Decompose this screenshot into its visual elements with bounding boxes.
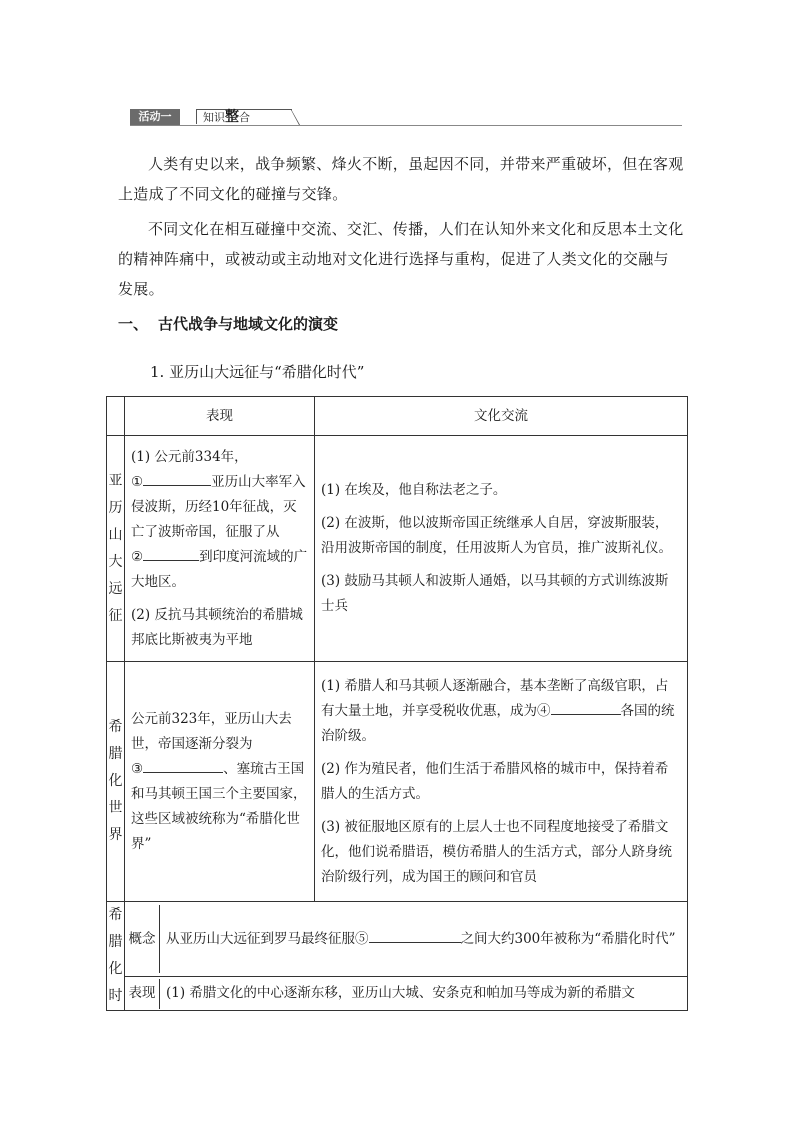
row-label-hellenistic-world: 希 腊 化 世 界 xyxy=(107,662,125,902)
row2-exchange: (1) 希腊人和马其顿人逐渐融合，基本垄断了高级官职，占有大量土地，并享受税收优惠，成为④ 各国的统治阶级。 (2) 作为殖民者，他们生活于希腊风格的城市中，保持着希腊人的生活方式。 (3) 被征服地区原有的上层人士也不同程度地接受了希腊文化，他们说希腊语，模仿希腊人的生活方式，部分人跻身统治阶级行列，成为国王的顾问和官员 xyxy=(315,662,688,902)
concept-text: 从亚历山大远征到罗马最终征服⑤ 之间大约300年被称为“希腊化时代” xyxy=(160,905,688,973)
banner-rule xyxy=(130,125,682,126)
section-banner xyxy=(130,109,682,126)
section-heading: 一、 古代战争与地域文化的演变 xyxy=(118,315,339,333)
table-row xyxy=(107,902,688,977)
concept-label: 概念 xyxy=(125,905,160,973)
tab-corner-inner xyxy=(291,110,299,125)
table-row xyxy=(107,662,688,902)
intro-paragraph-1: 人类有史以来，战争频繁、烽火不断，虽起因不同，并带来严重破坏，但在客观上造成了不同文化的碰撞与交锋。 xyxy=(118,155,684,203)
row2-performance: 公元前323年，亚历山大去世，帝国逐渐分裂为 ③ 、塞琉古王国和马其顿王国三个主要国家，这些区域被统称为“希腊化世界” xyxy=(125,662,315,902)
table-header-row xyxy=(107,397,688,436)
header-corner xyxy=(107,397,125,436)
blank-2[interactable] xyxy=(143,546,199,561)
intro-paragraph-2: 不同文化在相互碰撞中交流、交汇、传播，人们在认知外来文化和反思本土文化的精神阵痛中，或被动或主动地对文化进行选择与重构，促进了人类文化的交融与发展。 xyxy=(118,220,684,298)
blank-4[interactable] xyxy=(551,700,621,715)
subsection-heading: 1. 亚历山大远征与“希腊化时代” xyxy=(150,363,365,381)
row-label-alexander: 亚 历 山 大 远 征 xyxy=(107,436,125,662)
blank-3[interactable] xyxy=(143,758,223,773)
header-col-performance: 表现 xyxy=(125,397,315,436)
table-row xyxy=(107,436,688,662)
row1-performance: (1) 公元前334年， ① 亚历山大率军入侵波斯，历经10年征战，灭亡了波斯帝国，征服了从 ② 到印度河流域的广大地区。 (2) 反抗马其顿统治的希腊城邦底比斯被夷为平地 xyxy=(125,436,315,662)
performance-label: 表现 xyxy=(125,979,160,1009)
header-col-exchange: 文化交流 xyxy=(315,397,688,436)
knowledge-tab: 知识整合 xyxy=(196,109,292,124)
knowledge-table xyxy=(106,396,688,1011)
activity-tab: 活动一 xyxy=(130,109,180,125)
row-label-hellenistic-age: 希 腊 化 时 xyxy=(107,902,125,1011)
table-row xyxy=(107,977,688,1011)
blank-1[interactable] xyxy=(143,471,211,486)
row1-exchange: (1) 在埃及，他自称法老之子。 (2) 在波斯，他以波斯帝国正统继承人自居，穿波斯服装，沿用波斯帝国的制度，任用波斯人为官员，推广波斯礼仪。 (3) 鼓励马其顿人和波斯人通婚，以马其顿的方式训练波斯士兵 xyxy=(315,436,688,662)
blank-5[interactable] xyxy=(369,928,461,943)
performance-text: (1) 希腊文化的中心逐渐东移，亚历山大城、安条克和帕加马等成为新的希腊文 xyxy=(166,985,635,1002)
